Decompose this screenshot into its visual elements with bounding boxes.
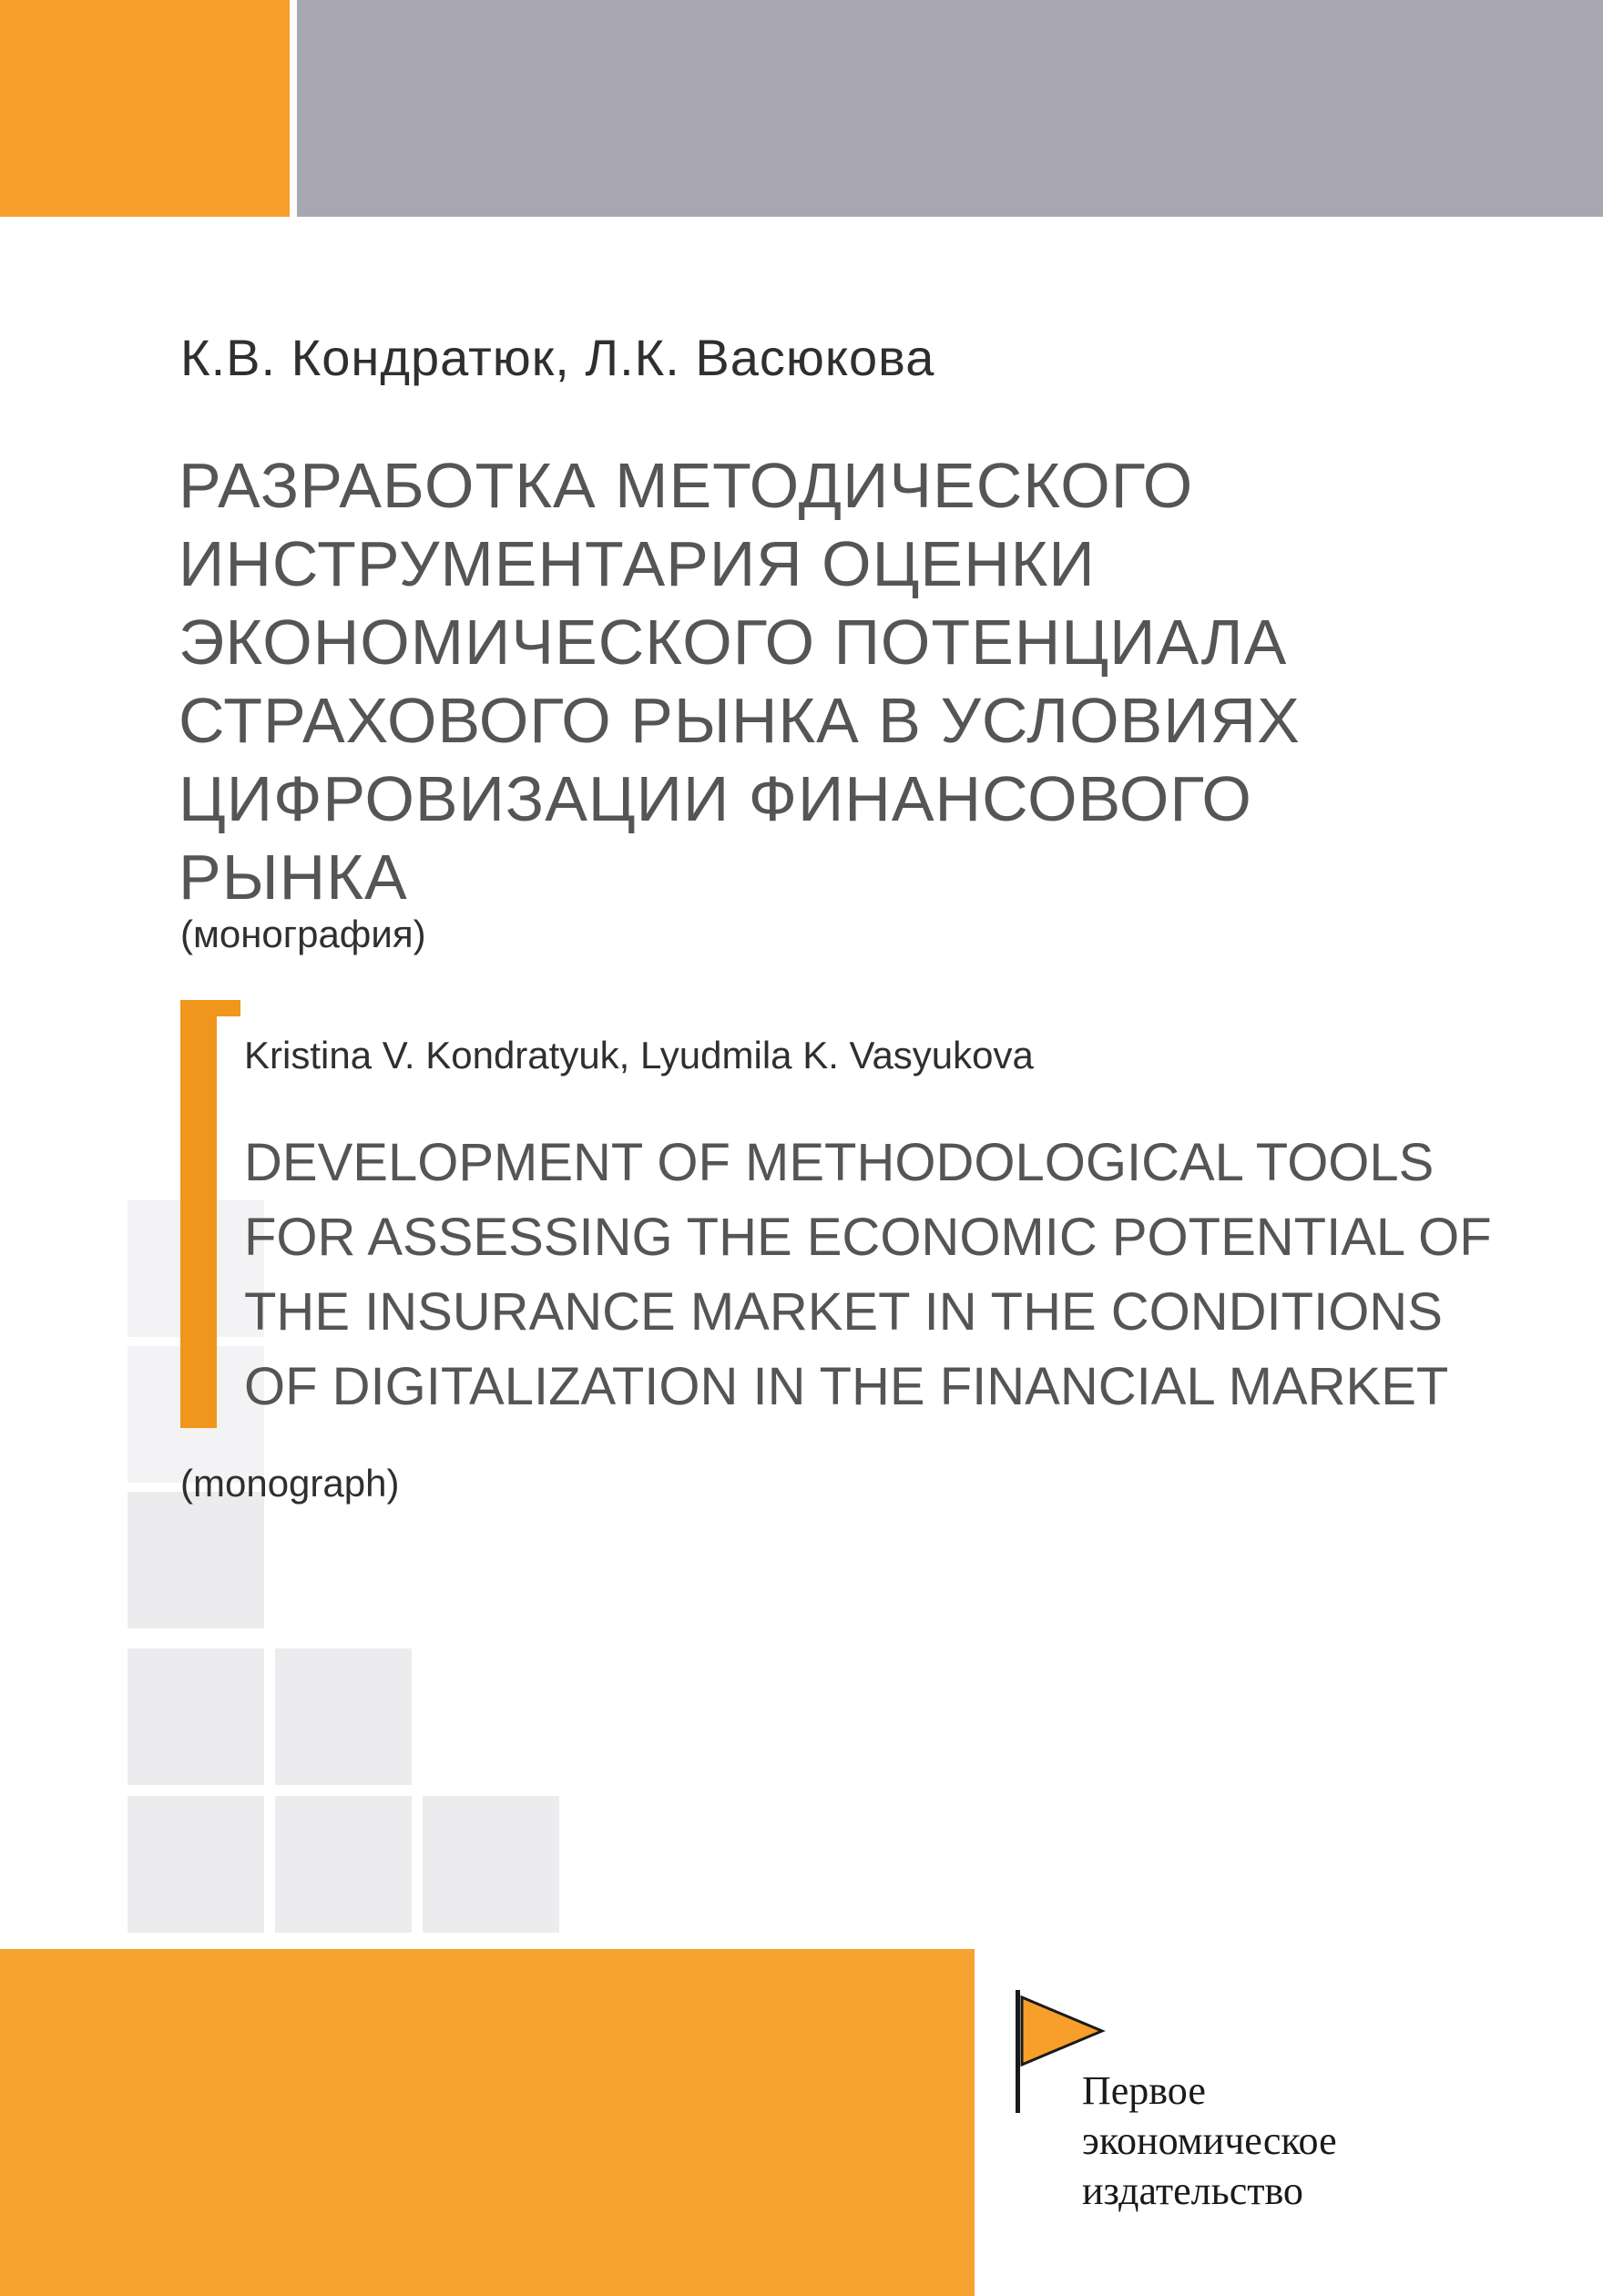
publisher-name: Первое экономическое издательство — [1082, 2068, 1337, 2213]
tile — [423, 1796, 559, 1933]
russian-title: РАЗРАБОТКА МЕТОДИЧЕСКОГО ИНСТРУМЕНТАРИЯ ОЦЕНКИ ЭКОНОМИЧЕСКОГО ПОТЕНЦИАЛА СТРАХОВОГО РЫНКА В УСЛОВИЯХ ЦИФРОВИЗАЦИИ ФИНАНСОВОГО РЫНКА — [179, 450, 1301, 913]
tile — [275, 1796, 412, 1933]
russian-publication-type: (монография) — [180, 913, 426, 955]
tile — [128, 1492, 264, 1628]
tile — [128, 1648, 264, 1785]
russian-authors: К.В. Кондратюк, Л.К. Васюкова — [180, 329, 935, 386]
orange-bracket — [180, 1000, 217, 1428]
tile — [128, 1796, 264, 1933]
english-title: DEVELOPMENT OF METHODOLOGICAL TOOLS FOR ASSESSING THE ECONOMIC POTENTIAL OF THE INSURANCE MARKET IN THE CONDITIONS OF DIGITALIZATION IN THE FINANCIAL MARKET — [244, 1133, 1492, 1416]
english-publication-type: (monograph) — [180, 1462, 400, 1505]
tile — [275, 1648, 412, 1785]
orange-bracket-top — [180, 1000, 240, 1016]
english-authors: Kristina V. Kondratyuk, Lyudmila K. Vasyukova — [244, 1034, 1034, 1077]
bottom-orange-block — [0, 1949, 975, 2296]
top-orange-block — [0, 0, 290, 217]
top-gray-block — [297, 0, 1603, 217]
